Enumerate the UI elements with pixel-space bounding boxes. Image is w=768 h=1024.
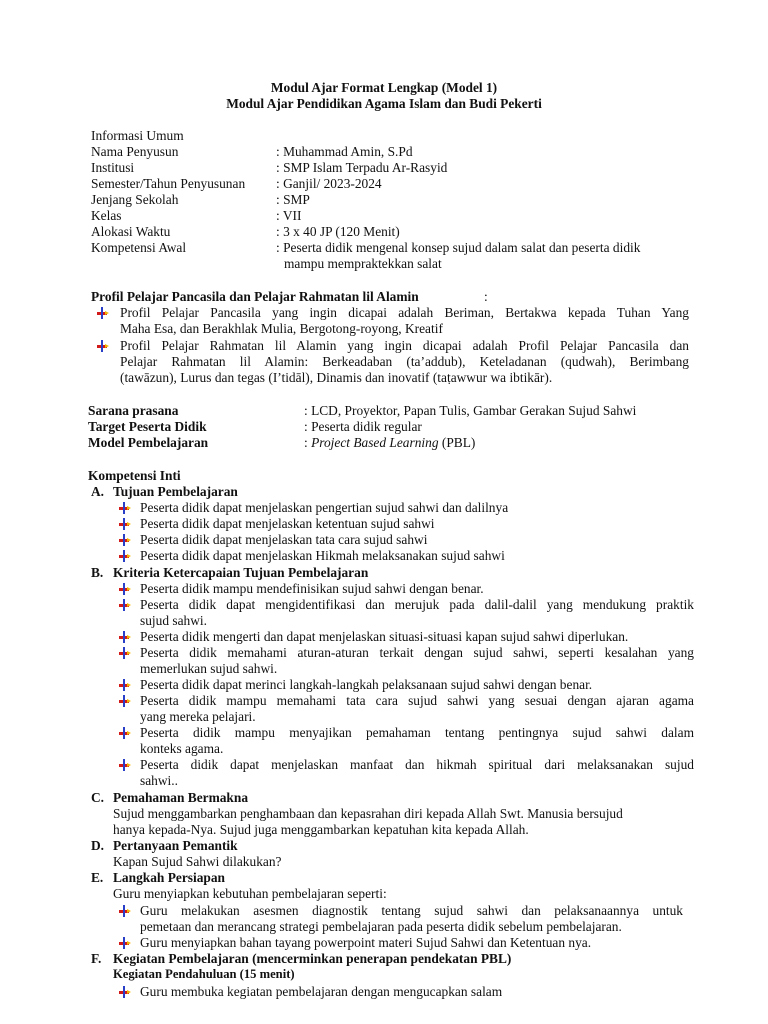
info-value-jenjang: : SMP [276,192,310,207]
section-c-label: C. [91,790,105,805]
kriteria-item-2-line-2: sujud sahwi. [140,613,207,628]
kriteria-item-5: Peserta didik dapat merinci langkah-langkah pelaksanaan sujud sahwi dengan benar. [140,677,593,692]
profil-item-2-line-2: Pelajar Rahmatan lil Alamin: Berkeadaban (ta’addub), Keteladanan (qudwah), Berimbang [120,354,689,369]
info-value-alokasi: : 3 x 40 JP (120 Menit) [276,224,400,239]
pemahaman-line-2: hanya kepada-Nya. Sujud juga menggambarkan kepatuhan kita kepada Allah. [113,822,529,837]
document-subtitle: Modul Ajar Pendidikan Agama Islam dan Budi Pekerti [226,96,542,111]
info-label-alokasi: Alokasi Waktu [91,224,171,239]
pertanyaan-text: Kapan Sujud Sahwi dilakukan? [113,854,282,869]
bullet-icon [118,936,132,950]
section-b-label: B. [91,565,104,580]
tujuan-item-4: Peserta didik dapat menjelaskan Hikmah melaksanakan sujud sahwi [140,548,505,563]
kompetensi-heading: Kompetensi Inti [88,468,181,483]
tujuan-item-3: Peserta didik dapat menjelaskan tata cara sujud sahwi [140,532,428,547]
tujuan-item-1: Peserta didik dapat menjelaskan pengertian sujud sahwi dan dalilnya [140,500,509,515]
section-f-title: Kegiatan Pembelajaran (mencerminkan penerapan pendekatan PBL) [113,951,512,966]
section-e-label: E. [91,870,104,885]
profil-item-2-line-1: Profil Pelajar Rahmatan lil Alamin yang ingin dicapai adalah Profil Pelajar Pancasila dan [120,338,689,353]
section-e-title: Langkah Persiapan [113,870,225,885]
kriteria-item-4-line-1: Peserta didik memahami aturan-aturan terkait dengan sujud sahwi, seperti kesalahan yang [140,645,694,660]
persiapan-item-2: Guru menyiapkan bahan tayang powerpoint materi Sujud Sahwi dan Ketentuan nya. [140,935,592,950]
bullet-icon [118,598,132,612]
kriteria-item-7-line-1: Peserta didik mampu menyajikan pemahaman tentang pentingnya sujud sahwi dalam [140,725,694,740]
info-label-institusi: Institusi [91,160,135,175]
kriteria-item-1: Peserta didik mampu mendefinisikan sujud sahwi dengan benar. [140,581,484,596]
info-label-jenjang: Jenjang Sekolah [91,192,179,207]
bullet-icon [118,630,132,644]
kriteria-item-3: Peserta didik mengerti dan dapat menjelaskan situasi-situasi kapan sujud sahwi diperlukan. [140,629,629,644]
bullet-icon [118,904,132,918]
info-value-institusi: : SMP Islam Terpadu Ar-Rasyid [276,160,448,175]
bullet-icon [96,306,110,320]
detail-value-sarana: : LCD, Proyektor, Papan Tulis, Gambar Gerakan Sujud Sahwi [304,403,637,418]
profil-item-1-line-1: Profil Pelajar Pancasila yang ingin dicapai adalah Beriman, Bertakwa kepada Tuhan Yang [120,305,689,320]
bullet-icon [118,501,132,515]
kriteria-item-6-line-2: yang mereka pelajari. [140,709,256,724]
section-a-title: Tujuan Pembelajaran [113,484,238,499]
kegiatan-item-1: Guru membuka kegiatan pembelajaran dengan mengucapkan salam [140,984,503,999]
section-d-title: Pertanyaan Pemantik [113,838,238,853]
detail-value-target: : Peserta didik regular [304,419,422,434]
detail-label-target: Target Peserta Didik [88,419,207,434]
detail-value-model-suffix: (PBL) [438,435,476,450]
persiapan-item-1-line-2: pemetaan dan merancang strategi pembelajaran pada peserta didik sebelum pembelajaran. [140,919,622,934]
info-label-kompetensi-awal: Kompetensi Awal [91,240,187,255]
info-value-kelas: : VII [276,208,302,223]
section-c-title: Pemahaman Bermakna [113,790,249,805]
profil-heading: Profil Pelajar Pancasila dan Pelajar Rahmatan lil Alamin [91,289,419,304]
info-value-semester: : Ganjil/ 2023-2024 [276,176,382,191]
kriteria-item-6-line-1: Peserta didik mampu memahami tata cara sujud sahwi yang sesuai dengan ajaran agama [140,693,694,708]
document-title: Modul Ajar Format Lengkap (Model 1) [270,80,498,95]
bullet-icon [118,517,132,531]
section-d-label: D. [91,838,105,853]
kriteria-item-2-line-1: Peserta didik dapat mengidentifikasi dan merujuk pada dalil-dalil yang mendukung praktik [140,597,694,612]
info-heading: Informasi Umum [91,128,184,143]
info-label-kelas: Kelas [91,208,122,223]
kriteria-item-4-line-2: memerlukan sujud sahwi. [140,661,278,676]
bullet-icon [118,985,132,999]
kriteria-item-8-line-2: sahwi.. [140,773,178,788]
tujuan-item-2: Peserta didik dapat menjelaskan ketentuan sujud sahwi [140,516,435,531]
persiapan-item-1-line-1: Guru melakukan asesmen diagnostik tentang sujud sahwi dan pelaksanaannya untuk [140,903,683,918]
bullet-icon [118,646,132,660]
bullet-icon [96,339,110,353]
info-label-nama: Nama Penyusun [91,144,179,159]
bullet-icon [118,582,132,596]
detail-label-sarana: Sarana prasana [88,403,179,418]
bullet-icon [118,694,132,708]
detail-label-model: Model Pembelajaran [88,435,209,450]
detail-value-model-italic: Project Based Learning [311,435,439,450]
profil-item-1-line-2: Maha Esa, dan Berakhlak Mulia, Bergotong-royong, Kreatif [120,321,443,336]
info-value-kompetensi-awal-cont: mampu mempraktekkan salat [284,256,442,271]
profil-item-2-line-3: (tawāzun), Lurus dan tegas (I’tidāl), Dinamis dan inovatif (taṭawwur wa ibtikār). [120,370,553,385]
detail-value-model [304,435,475,451]
kriteria-item-8-line-1: Peserta didik dapat menjelaskan manfaat dan hikmah spiritual dari melaksanakan sujud [140,757,694,772]
bullet-icon [118,678,132,692]
kegiatan-pendahuluan-heading: Kegiatan Pendahuluan (15 menit) [113,967,295,981]
bullet-icon [118,758,132,772]
detail-value-model-prefix: : [304,435,312,450]
pemahaman-line-1: Sujud menggambarkan penghambaan dan kepasrahan diri kepada Allah Swt. Manusia bersujud [113,806,623,821]
bullet-icon [118,726,132,740]
profil-colon: : [484,289,488,304]
persiapan-intro: Guru menyiapkan kebutuhan pembelajaran seperti: [113,886,387,901]
kriteria-item-7-line-2: konteks agama. [140,741,224,756]
bullet-icon [118,533,132,547]
info-value-nama: : Muhammad Amin, S.Pd [276,144,413,159]
bullet-icon [118,549,132,563]
section-b-title: Kriteria Ketercapaian Tujuan Pembelajaran [113,565,369,580]
info-value-kompetensi-awal: : Peserta didik mengenal konsep sujud dalam salat dan peserta didik [276,240,641,255]
section-f-label: F. [91,951,102,966]
info-label-semester: Semester/Tahun Penyusunan [91,176,246,191]
section-a-label: A. [91,484,105,499]
